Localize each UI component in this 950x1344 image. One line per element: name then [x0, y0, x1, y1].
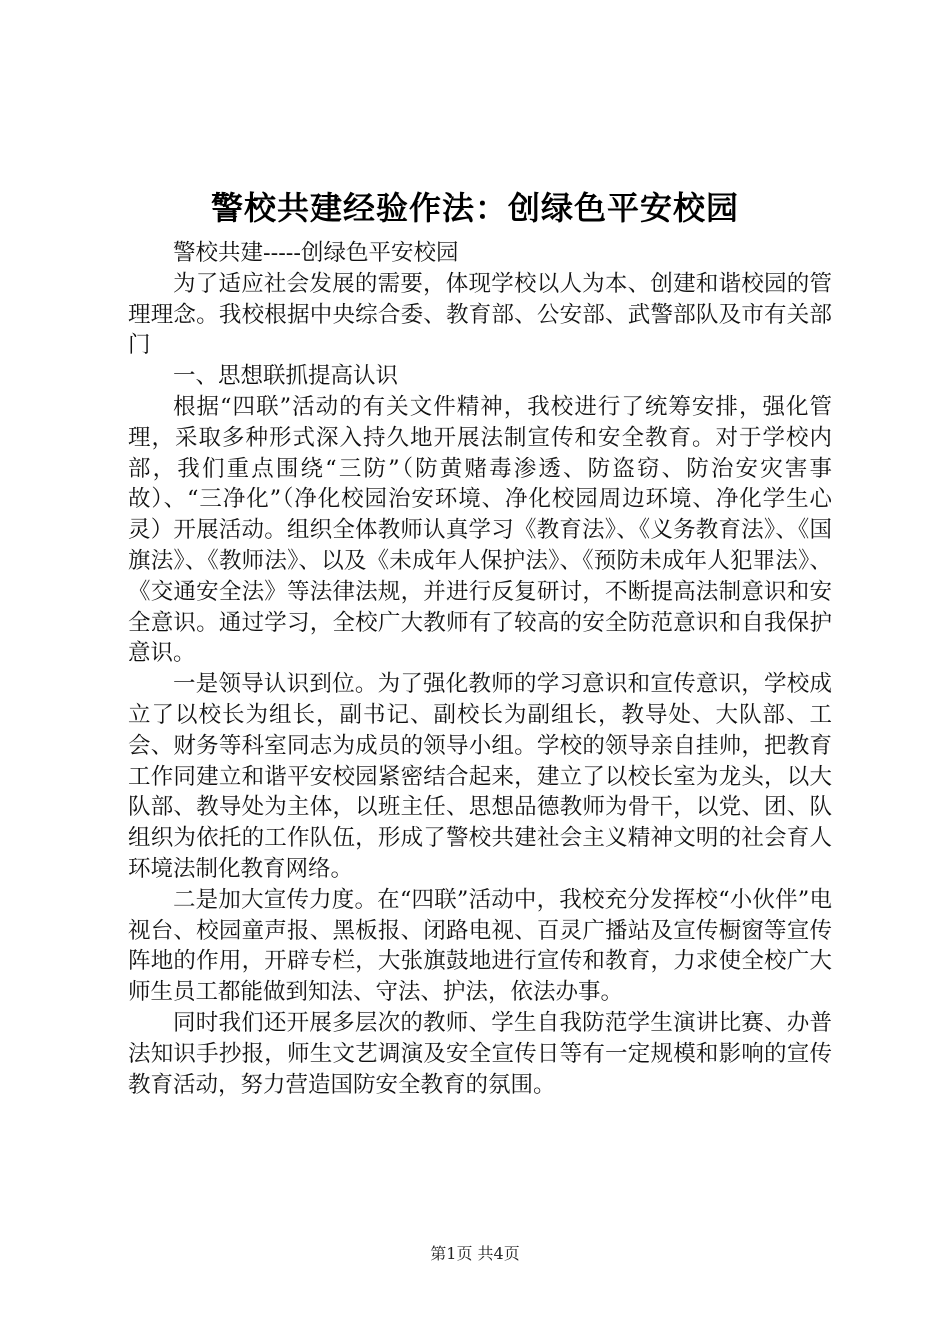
subtitle-paragraph: 警校共建-----创绿色平安校园	[173, 240, 459, 266]
body-paragraph: 同时我们还开展多层次的教师、学生自我防范学生演讲比赛、办普法知识手抄报，师生文艺调演及安全宣传日等有一定规模和影响的宣传教育活动，努力营造国防安全教育的氛围。	[128, 1009, 832, 1098]
page-number-footer: 第1页 共4页	[430, 1244, 520, 1263]
page-title: 警校共建经验作法：创绿色平安校园	[210, 189, 739, 227]
body-paragraph: 二是加大宣传力度。在“四联”活动中，我校充分发挥校“小伙伴”电视台、校园童声报、黑板报、闭路电视、百灵广播站及宣传橱窗等宣传阵地的作用，开辟专栏，大张旗鼓地进行宣传和教育，力求使全校广大师生员工都能做到知法、守法、护法，依法办事。	[128, 886, 832, 1006]
intro-paragraph: 为了适应社会发展的需要，体现学校以人为本、创建和谐校园的管理理念。我校根据中央综合委、教育部、公安部、武警部队及市有关部门	[128, 270, 832, 359]
body-paragraph: 一是领导认识到位。为了强化教师的学习意识和宣传意识，学校成立了以校长为组长，副书记、副校长为副组长，教导处、大队部、工会、财务等科室同志为成员的领导小组。学校的领导亲自挂帅，把教育工作同建立和谐平安校园紧密结合起来，建立了以校长室为龙头，以大队部、教导处为主体，以班主任、思想品德教师为骨干，以党、团、队组织为依托的工作队伍，形成了警校共建社会主义精神文明的社会育人环境法制化教育网络。	[128, 671, 832, 882]
body-paragraph: 根据“四联”活动的有关文件精神，我校进行了统筹安排，强化管理，采取多种形式深入持久地开展法制宣传和安全教育。对于学校内部，我们重点围绕“三防”（防黄赌毒渗透、防盗窃、防治安灾害事故）、“三净化”（净化校园治安环境、净化校园周边环境、净化学生心灵）开展活动。组织全体教师认真学习《教育法》、《义务教育法》、《国旗法》、《教师法》、以及《未成年人保护法》、《预防未成年人犯罪法》、《交通安全法》等法律法规，并进行反复研讨，不断提高法制意识和安全意识。通过学习，全校广大教师有了较高的安全防范意识和自我保护意识。	[128, 393, 832, 667]
document-body	[128, 238, 832, 1100]
section-heading: 一、思想联抓提高认识	[173, 363, 399, 390]
